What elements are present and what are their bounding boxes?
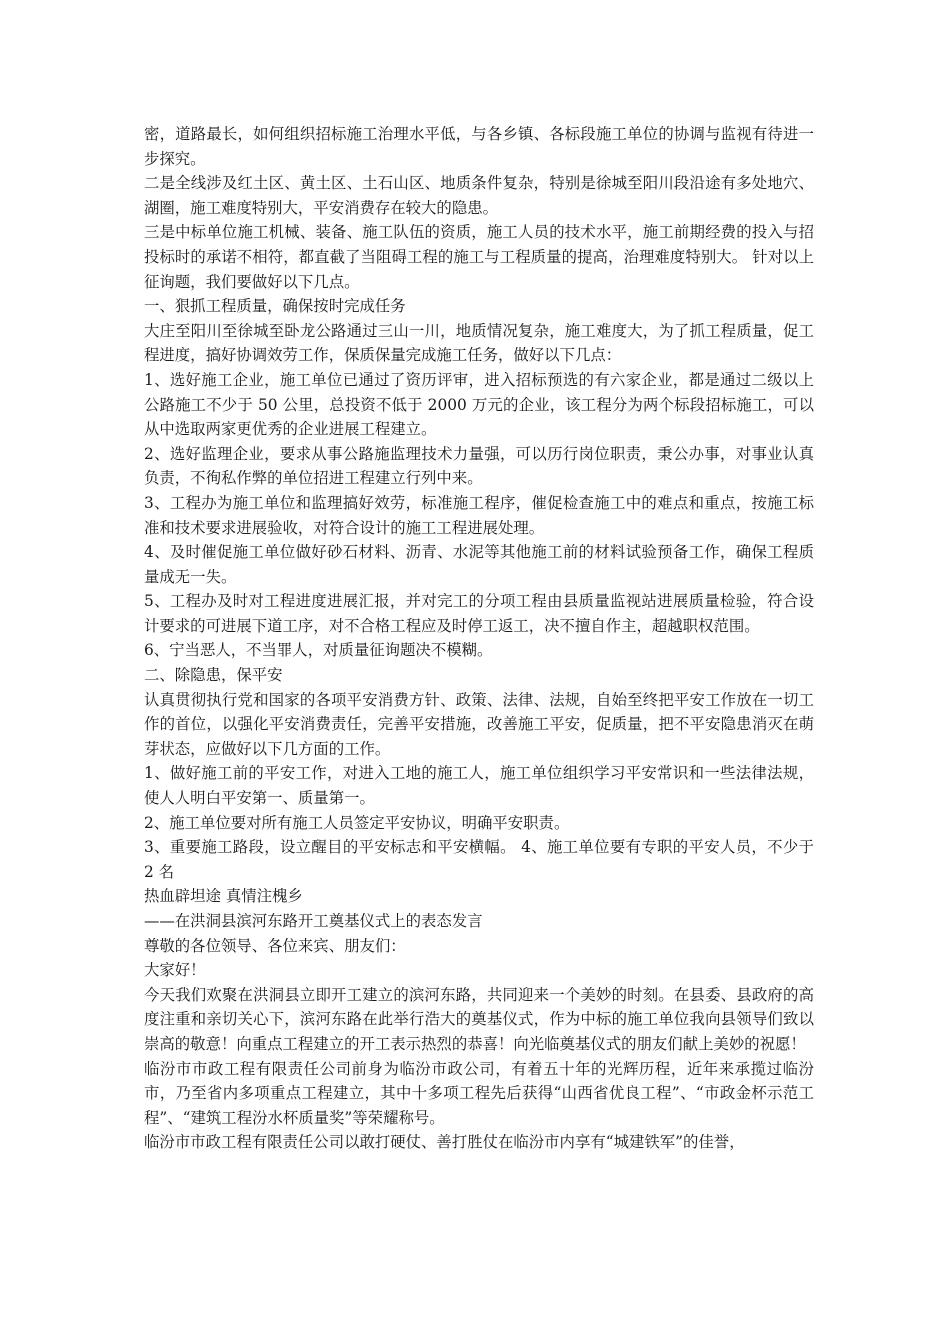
paragraph: 认真贯彻执行党和国家的各项平安消费方针、政策、法律、法规，自始至终把平安工作放在一切工作的首位，以强化平安消费责任，完善平安措施，改善施工平安，促质量，把不平安隐患消灭在萌芽状态，应做好以下几方面的工作。 bbox=[144, 690, 814, 758]
paragraph: 今天我们欢聚在洪洞县立即开工建立的滨河东路，共同迎来一个美妙的时刻。在县委、县政府的高度注重和亲切关心下，滨河东路在此举行浩大的奠基仪式，作为中标的施工单位我向县领导们致以崇高的敬意！向重点工程建立的开工表示热烈的恭喜！向光临奠基仪式的朋友们献上美妙的祝愿！ bbox=[144, 985, 814, 1053]
paragraph: 临汾市市政工程有限责任公司以敢打硬仗、善打胜仗在临汾市内享有“城建铁军”的佳誉， bbox=[144, 1133, 745, 1152]
list-item: 3、工程办为施工单位和监理搞好效劳，标准施工程序，催促检查施工中的难点和重点，按施工标准和技术要求进展验收，对符合设计的施工工程进展处理。 bbox=[144, 493, 814, 537]
list-item: 5、工程办及时对工程进度进展汇报，并对完工的分项工程由县质量监视站进展质量检验，符合设计要求的可进展下道工序，对不合格工程应及时停工返工，决不擅自作主，超越职权范围。 bbox=[144, 592, 814, 635]
section-heading: 一、狠抓工程质量，确保按时完成任务 bbox=[144, 297, 406, 316]
list-item: 1、选好施工企业，施工单位已通过了资历评审，进入招标预选的有六家企业，都是通过二级以上公路施工不少于 50 公里，总投资不低于 2000 万元的企业，该工程分为两个标段招标施工，可以从中选取两家更优秀的企业进展工程建立。 bbox=[144, 370, 814, 439]
list-item: 4、及时催促施工单位做好砂石材料、沥青、水泥等其他施工前的材料试验预备工作，确保工程质量成无一失。 bbox=[144, 543, 814, 586]
paragraph: 二是全线涉及红土区、黄土区、土石山区、地质条件复杂，特别是徐城至阳川段沿途有多处地穴、湖圈，施工难度特别大，平安消费存在较大的隐患。 bbox=[144, 174, 814, 217]
list-item: 6、宁当恶人，不当罪人，对质量征询题决不模糊。 bbox=[144, 641, 493, 660]
speech-subtitle: ——在洪洞县滨河东路开工奠基仪式上的表态发言 bbox=[144, 912, 483, 930]
document-page bbox=[144, 122, 814, 1155]
paragraph: 密，道路最长，如何组织招标施工治理水平低，与各乡镇、各标段施工单位的协调与监视有待进一步探究。 bbox=[144, 125, 814, 168]
list-item: 3、重要施工路段，设立醒目的平安标志和平安横幅。 4、施工单位要有专职的平安人员，不少于 2 名 bbox=[144, 838, 814, 881]
list-item: 2、选好监理企业，要求从事公路施监理技术力量强，可以历行岗位职责，秉公办事，对事业认真负责，不徇私作弊的单位招进工程建立行列中来。 bbox=[144, 444, 814, 488]
salutation: 尊敬的各位领导、各位来宾、朋友们： bbox=[144, 936, 406, 955]
paragraph: 三是中标单位施工机械、装备、施工队伍的资质，施工人员的技术水平，施工前期经费的投入与招投标时的承诺不相符，都直截了当阻碍工程的施工与工程质量的提高，治理难度特别大。 针对以上征询题，我们要做好以下几点。 bbox=[144, 223, 814, 291]
paragraph: 大庄至阳川至徐城至卧龙公路通过三山一川，地质情况复杂，施工难度大，为了抓工程质量，促工程进度，搞好协调效劳工作，保质保量完成施工任务，做好以下几点： bbox=[144, 321, 814, 365]
section-heading: 二、除隐患，保平安 bbox=[144, 666, 283, 685]
paragraph: 临汾市市政工程有限责任公司前身为临汾市政公司，有着五十年的光辉历程，近年来承揽过临汾市，乃至省内多项重点工程建立，其中十多项工程先后获得“山西省优良工程”、“市政金杯示范工程”、“建筑工程汾水杯质量奖”等荣耀称号。 bbox=[144, 1059, 814, 1127]
speech-title: 热血辟坦途 真情注槐乡 bbox=[144, 887, 303, 906]
list-item: 2、施工单位要对所有施工人员签定平安协议，明确平安职责。 bbox=[144, 813, 570, 832]
greeting: 大家好！ bbox=[144, 961, 206, 980]
list-item: 1、做好施工前的平安工作，对进入工地的施工人，施工单位组织学习平安常识和一些法律法规，使人人明白平安第一、质量第一。 bbox=[144, 764, 814, 808]
